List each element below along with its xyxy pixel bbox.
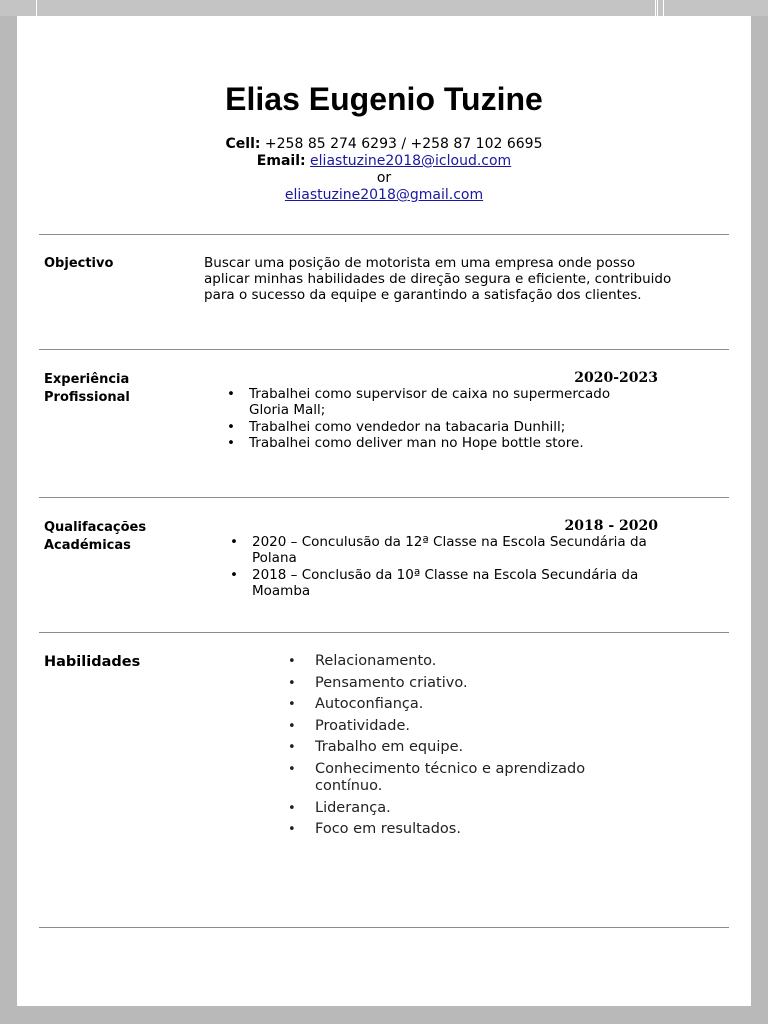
list-item: • Trabalhei como supervisor de caixa no supermercado Gloria Mall; bbox=[227, 386, 647, 419]
experience-label-line1: Experiência bbox=[44, 372, 130, 387]
email-line bbox=[17, 153, 751, 170]
list-item: • Pensamento criativo. bbox=[288, 675, 628, 693]
education-date: 2018 - 2020 bbox=[564, 518, 658, 534]
top-strip bbox=[0, 0, 768, 16]
list-item: • Relacionamento. bbox=[288, 653, 628, 671]
divider bbox=[39, 927, 729, 928]
experience-list bbox=[227, 386, 647, 451]
divider bbox=[39, 497, 729, 498]
education-list bbox=[230, 534, 650, 599]
education-label-line2: Académicas bbox=[44, 538, 131, 553]
candidate-name: Elias Eugenio Tuzine bbox=[225, 81, 543, 117]
experience-label bbox=[44, 371, 130, 407]
objective-text: Buscar uma posição de motorista em uma empresa onde posso aplicar minhas habilidades de direção segura e eficiente, contribuido para o sucesso da equipe e garantindo a satisfação dos clientes. bbox=[204, 255, 672, 303]
education-label-line1: Qualifacações bbox=[44, 520, 147, 535]
skills-list bbox=[288, 653, 628, 843]
experience-label-line2: Profissional bbox=[44, 390, 130, 405]
strip-frame bbox=[36, 0, 658, 16]
list-item: • Foco em resultados. bbox=[288, 821, 628, 839]
list-item: • Trabalhei como vendedor na tabacaria Dunhill; bbox=[227, 419, 647, 435]
list-item: • Autoconfiança. bbox=[288, 696, 628, 714]
strip-frame-small bbox=[655, 0, 664, 16]
or-text: or bbox=[376, 170, 392, 186]
email-link-icloud[interactable]: eliastuzine2018@icloud.com bbox=[310, 153, 512, 169]
list-item: • Liderança. bbox=[288, 800, 628, 818]
cell-line bbox=[17, 136, 751, 153]
list-item: • Trabalho em equipe. bbox=[288, 739, 628, 757]
contact-block bbox=[17, 136, 751, 204]
list-item: • Proatividade. bbox=[288, 718, 628, 736]
list-item: • 2018 – Conclusão da 10ª Classe na Escola Secundária da Moamba bbox=[230, 567, 650, 600]
list-item: • Conhecimento técnico e aprendizado contínuo. bbox=[288, 761, 628, 796]
divider bbox=[39, 234, 729, 235]
divider bbox=[39, 349, 729, 350]
list-item: • Trabalhei como deliver man no Hope bottle store. bbox=[227, 435, 647, 451]
email-label: Email: bbox=[256, 153, 306, 169]
email-link-gmail[interactable]: eliastuzine2018@gmail.com bbox=[284, 187, 484, 203]
cell-value: +258 85 274 6293 / +258 87 102 6695 bbox=[264, 136, 543, 152]
resume-page bbox=[17, 16, 751, 1006]
objective-label: Objectivo bbox=[44, 256, 114, 271]
cell-label: Cell: bbox=[225, 136, 261, 152]
experience-date: 2020-2023 bbox=[574, 370, 658, 386]
education-label bbox=[44, 519, 146, 555]
list-item: • 2020 – Conculusão da 12ª Classe na Escola Secundária da Polana bbox=[230, 534, 650, 567]
skills-label: Habilidades bbox=[44, 654, 141, 670]
divider bbox=[39, 632, 729, 633]
